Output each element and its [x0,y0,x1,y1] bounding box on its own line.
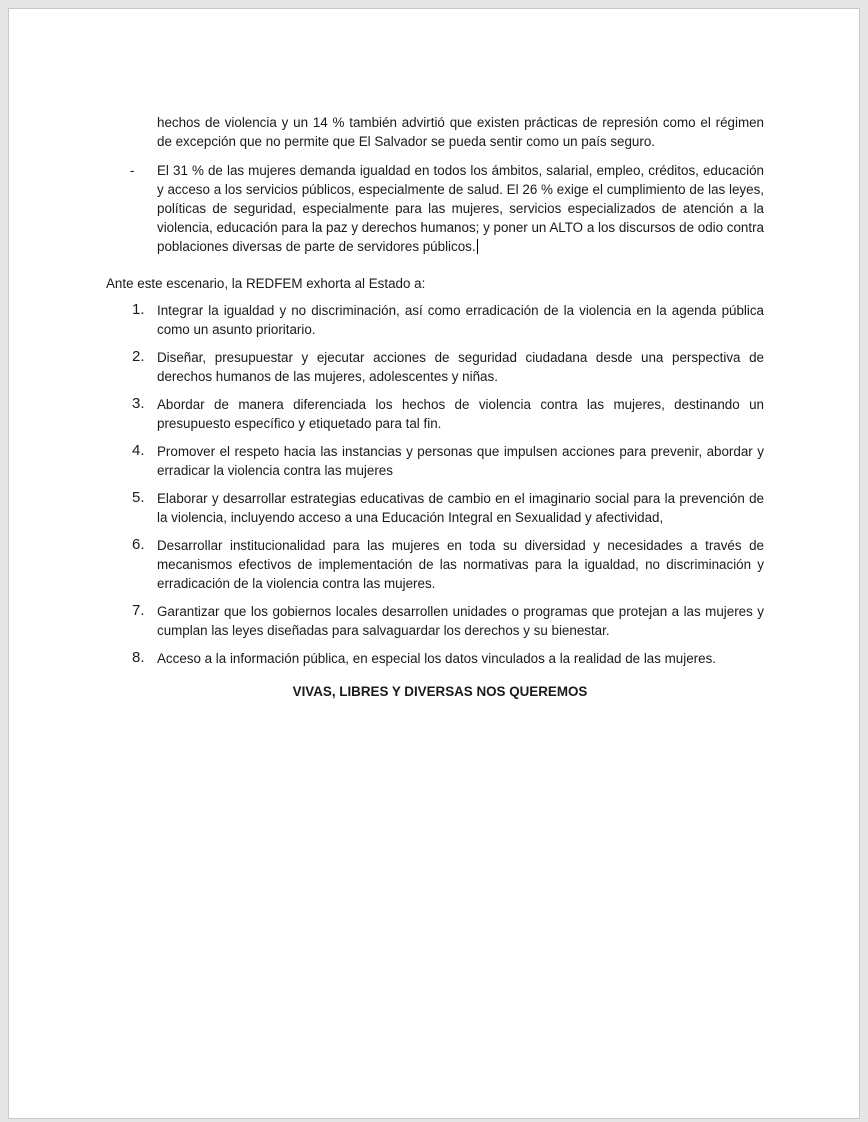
dash-item-text: El 31 % de las mujeres demanda igualdad en todos los ámbitos, salarial, empleo, créditos, educación y acceso a los servicios públicos, especialmente de salud. El 26 % exige el cumplimiento de las leyes, políticas de seguridad, especialmente para las mujeres, servicios especializados de atención a la violencia, educación para la paz y derechos humanos; y poner un ALTO a los discursos de odio contra poblaciones diversas de parte de servidores públicos. [157,163,764,254]
list-number: 2. [132,348,145,365]
list-number: 4. [132,442,145,459]
list-item [106,442,764,480]
list-item [106,489,764,527]
list-item-text: Acceso a la información pública, en especial los datos vinculados a la realidad de las mujeres. [157,651,717,666]
list-item-text: Elaborar y desarrollar estrategias educativas de cambio en el imaginario social para la prevención de la violencia, incluyendo acceso a una Educación Integral en Sexualidad y afectividad, [157,491,764,525]
list-item-text: Promover el respeto hacia las instancias y personas que impulsen acciones para prevenir, abordar y erradicar la violencia contra las mujeres [157,444,764,478]
list-item [106,536,764,593]
list-number: 5. [132,489,145,506]
dash-list-item [106,161,764,256]
list-item [106,649,764,668]
list-item-text: Garantizar que los gobiernos locales desarrollen unidades o programas que protejan a las mujeres y cumplan las leyes diseñadas para salvaguardar los derechos y su bienestar. [157,604,764,638]
list-item [106,301,764,339]
list-number: 7. [132,602,145,619]
list-item [106,348,764,386]
list-number: 1. [132,301,145,318]
continuation-paragraph: hechos de violencia y un 14 % también advirtió que existen prácticas de represión como el régimen de excepción que no permite que El Salvador se pueda sentir como un país seguro. [157,115,764,149]
list-item-text: Abordar de manera diferenciada los hechos de violencia contra las mujeres, destinando un presupuesto específico y etiquetado para tal fin. [157,397,764,431]
list-item [106,395,764,433]
numbered-list [106,301,764,668]
list-item-text: Desarrollar institucionalidad para las mujeres en toda su diversidad y necesidades a través de mecanismos efectivos de implementación de las normativas para la igualdad, no discriminación y erradicación de la violencia contra las mujeres. [157,538,764,591]
list-item-text: Diseñar, presupuestar y ejecutar acciones de seguridad ciudadana desde una perspectiva de derechos humanos de las mujeres, adolescentes y niñas. [157,350,764,384]
document-page[interactable] [8,8,860,1119]
list-number: 3. [132,395,145,412]
text-cursor [477,239,478,254]
list-number: 6. [132,536,145,553]
closing-slogan: VIVAS, LIBRES Y DIVERSAS NOS QUEREMOS [292,684,588,699]
dash-marker: - [130,163,135,178]
document-body[interactable] [106,113,764,701]
list-item-text: Integrar la igualdad y no discriminación, así como erradicación de la violencia en la agenda pública como un asunto prioritario. [157,303,764,337]
intro-paragraph: Ante este escenario, la REDFEM exhorta al Estado a: [106,276,426,291]
list-number: 8. [132,649,145,666]
list-item [106,602,764,640]
